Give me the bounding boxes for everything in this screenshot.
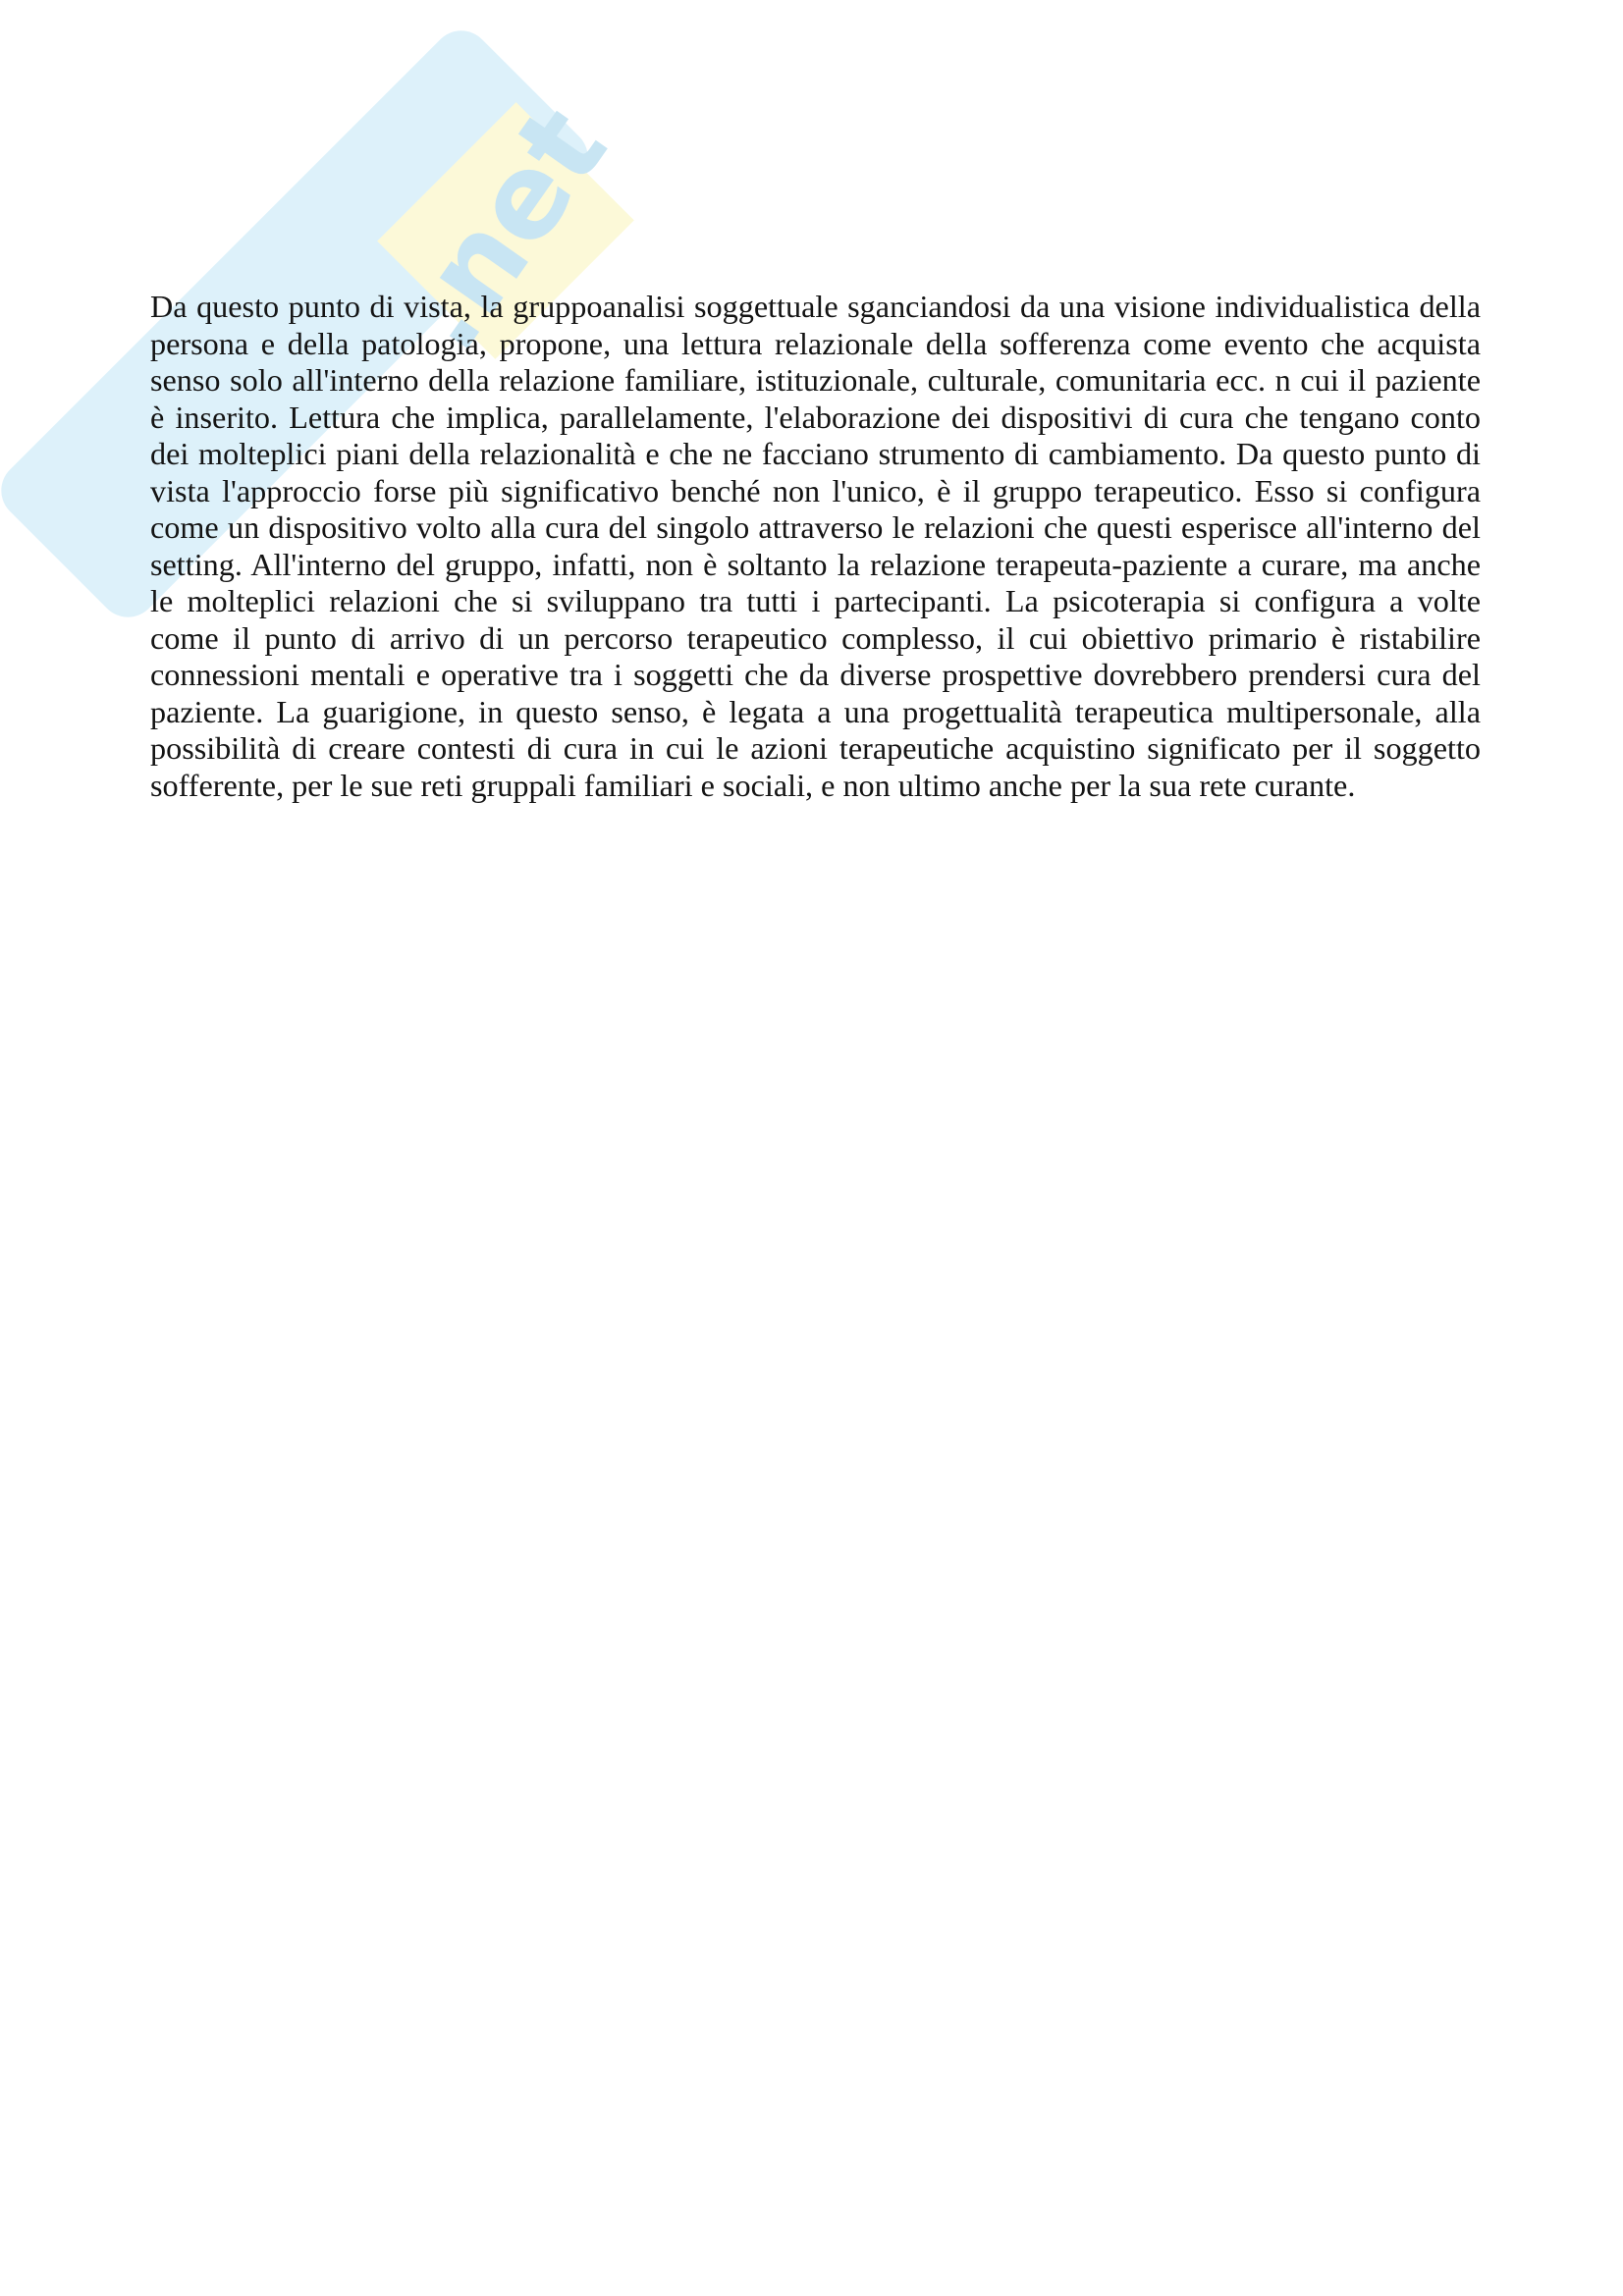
watermark-lettering: .net — [372, 82, 633, 374]
body-paragraph — [150, 289, 1481, 804]
paragraph-line: setting. All'interno del gruppo, infatti, non è soltanto la relazione terapeuta-paziente a curare, ma anche — [150, 546, 1481, 582]
paragraph-line: come il punto di arrivo di un percorso terapeutico complesso, il cui obiettivo primario è ristabilire — [150, 619, 1481, 656]
paragraph-line: sofferente, per le sue reti gruppali familiari e sociali, e non ultimo anche per la sua rete curante. — [150, 767, 1356, 803]
paragraph-line: possibilità di creare contesti di cura in cui le azioni terapeutiche acquistino significato per il soggetto — [150, 730, 1481, 766]
paragraph-line: senso solo all'interno della relazione familiare, istituzionale, culturale, comunitaria ecc. n cui il paziente — [150, 362, 1481, 398]
paragraph-line: connessioni mentali e operative tra i soggetti che da diverse prospettive dovrebbero prendersi cura del — [150, 657, 1481, 692]
paragraph-line: paziente. La guarigione, in questo senso, è legata a una progettualità terapeutica multipersonale, alla — [150, 693, 1481, 729]
paragraph-line: persona e della patologia, propone, una lettura relazionale della sofferenza come evento che acquista — [150, 325, 1481, 361]
paragraph-line: Da questo punto di vista, la gruppoanalisi soggettuale sganciandosi da una visione individualistica della — [150, 289, 1481, 324]
paragraph-line: è inserito. Lettura che implica, parallelamente, l'elaborazione dei dispositivi di cura che tengano conto — [150, 399, 1481, 435]
paragraph-line: vista l'approccio forse più significativo benché non l'unico, è il gruppo terapeutico. Esso si configura — [150, 472, 1481, 508]
paragraph-line: come un dispositivo volto alla cura del singolo attraverso le relazioni che questi esperisce all'interno del — [150, 509, 1481, 545]
paragraph-line: dei molteplici piani della relazionalità e che ne facciano strumento di cambiamento. Da questo punto di — [150, 436, 1481, 471]
paragraph-line: le molteplici relazioni che si sviluppano tra tutti i partecipanti. La psicoterapia si configura a volte — [150, 583, 1481, 618]
